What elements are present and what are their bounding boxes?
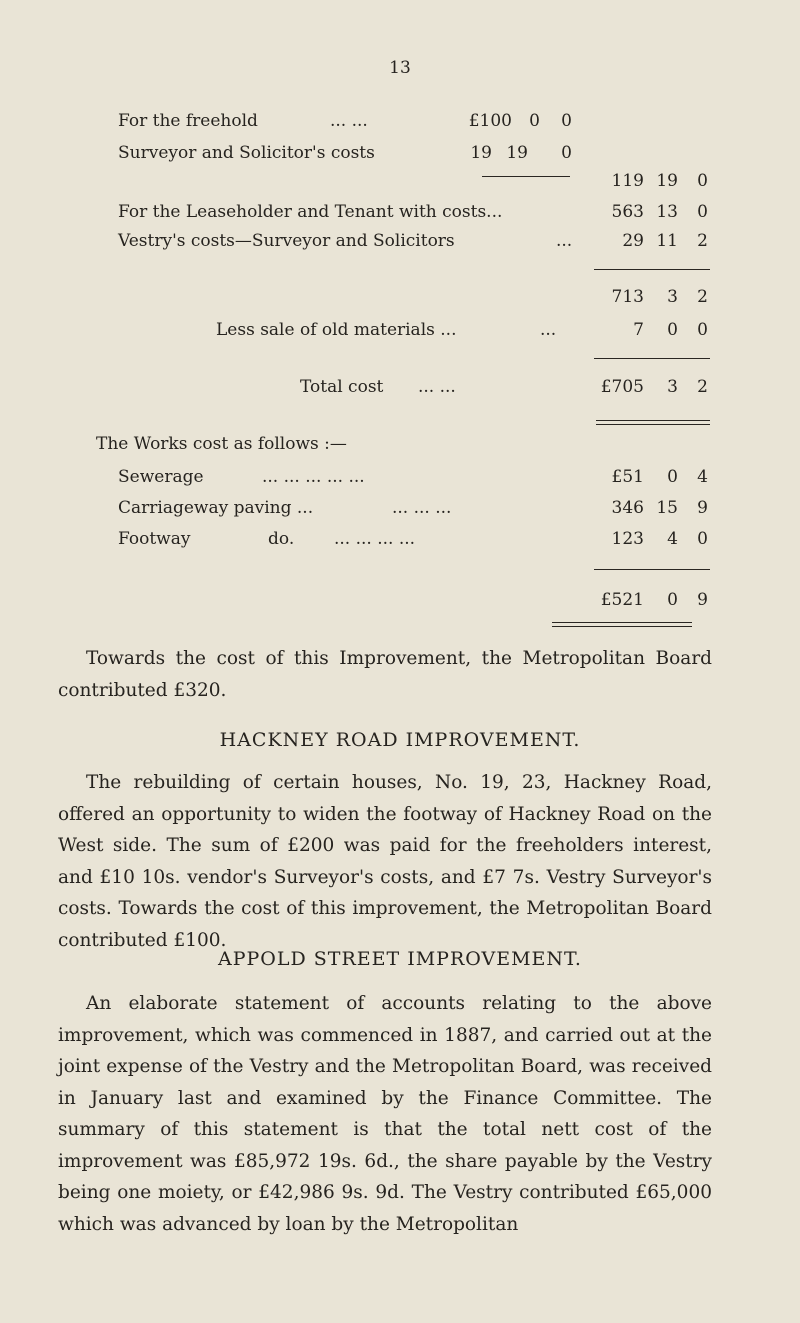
freehold-pence: 0: [561, 111, 572, 131]
appold-street-heading: APPOLD STREET IMPROVEMENT.: [218, 948, 582, 970]
less-sale-dots: ...: [540, 320, 557, 340]
hackney-road-heading: HACKNEY ROAD IMPROVEMENT.: [219, 729, 581, 751]
sewerage-pence: 4: [697, 467, 708, 487]
less-sale-pence: 0: [697, 320, 708, 340]
sewerage-dots: ... ... ... ... ...: [262, 467, 365, 487]
sum-shillings: 3: [667, 287, 678, 307]
towards-paragraph: [58, 643, 712, 706]
vestry-costs-label: Vestry's costs—Surveyor and Solicitors: [118, 231, 455, 251]
footway-pence: 0: [697, 529, 708, 549]
carriageway-shillings: 15: [656, 498, 678, 518]
footway-shillings: 4: [667, 529, 678, 549]
footway-pounds: 123: [611, 529, 644, 549]
freehold-label: For the freehold: [118, 111, 258, 131]
vestry-costs-pounds: 29: [622, 231, 644, 251]
leaseholder-shillings: 13: [656, 202, 678, 222]
vestry-costs-shillings: 11: [656, 231, 678, 251]
works-total-pence: 9: [697, 590, 708, 610]
works-double-rule-bottom: [552, 626, 692, 627]
total-cost-label: Total cost: [300, 377, 384, 397]
less-sale-shillings: 0: [667, 320, 678, 340]
footway-ditto: do.: [268, 529, 295, 549]
hackney-road-paragraph: [58, 767, 712, 956]
surveyor-solicitor-label: Surveyor and Solicitor's costs: [118, 143, 375, 163]
surveyor-solicitor-pence: 0: [561, 143, 572, 163]
freehold-dots: ... ...: [330, 111, 368, 131]
surveyor-solicitor-shillings: 19: [506, 143, 528, 163]
works-intro: The Works cost as follows :—: [96, 434, 347, 454]
freehold-shillings: 0: [529, 111, 540, 131]
total-cost-pence: 2: [697, 377, 708, 397]
vestry-costs-dots: ...: [556, 231, 573, 251]
total-rule: [594, 358, 710, 359]
total-cost-dots: ... ...: [418, 377, 456, 397]
total-double-rule-bottom: [596, 424, 710, 425]
total-cost-shillings: 3: [667, 377, 678, 397]
sewerage-label: Sewerage: [118, 467, 204, 487]
appold-street-paragraph: [58, 988, 712, 1240]
sum-pounds: 713: [611, 287, 644, 307]
leaseholder-pence: 0: [697, 202, 708, 222]
appold-street-text: An elaborate statement of accounts relating to the above improvement, which was commenced in 1887, and carried out at the joint expense of the Vestry and the Metropolitan Board, was received in January last and examined by the Finance Committee. The summary of this statement is that the total nett cost of the improvement was £85,972 19s. 6d., the share payable by the Vestry being one moiety, or £42,986 9s. 9d. The Vestry contributed £65,000 which was advanced by loan by the Metropolitan: [58, 993, 712, 1235]
footway-dots: ... ... ... ...: [334, 529, 416, 549]
freehold-pounds: £100: [468, 111, 512, 131]
sum-pence: 2: [697, 287, 708, 307]
works-total-shillings: 0: [667, 590, 678, 610]
subtotal-shillings: 19: [656, 171, 678, 191]
less-sale-pounds: 7: [633, 320, 644, 340]
less-sale-label: Less sale of old materials ...: [216, 320, 457, 340]
total-cost-pounds: £705: [600, 377, 644, 397]
leaseholder-label: For the Leaseholder and Tenant with costs...: [118, 202, 503, 222]
vestry-costs-pence: 2: [697, 231, 708, 251]
sewerage-shillings: 0: [667, 467, 678, 487]
carriageway-pence: 9: [697, 498, 708, 518]
surveyor-solicitor-pounds: 19: [470, 143, 492, 163]
works-sum-rule: [594, 569, 710, 570]
total-double-rule-top: [596, 420, 710, 421]
carriageway-pounds: 346: [611, 498, 644, 518]
page-number: 13: [389, 58, 411, 78]
sum-rule: [594, 269, 710, 270]
carriageway-dots: ... ... ...: [392, 498, 452, 518]
carriageway-label: Carriageway paving ...: [118, 498, 314, 518]
subtotal-pounds: 119: [611, 171, 644, 191]
towards-text: Towards the cost of this Improvement, the Metropolitan Board contributed £320.: [58, 648, 712, 701]
works-total-pounds: £521: [600, 590, 644, 610]
footway-label: Footway: [118, 529, 191, 549]
works-double-rule-top: [552, 622, 692, 623]
subtotal-rule: [482, 176, 570, 177]
subtotal-pence: 0: [697, 171, 708, 191]
hackney-road-text: The rebuilding of certain houses, No. 19, 23, Hackney Road, offered an opportunity to widen the footway of Hackney Road on the West side. The sum of £200 was paid for the freeholders interest, and £10 10s. vendor's Surveyor's costs, and £7 7s. Vestry Surveyor's costs. Towards the cost of this improvement, the Metropolitan Board contributed £100.: [58, 772, 712, 951]
leaseholder-pounds: 563: [611, 202, 644, 222]
sewerage-pounds: £51: [611, 467, 644, 487]
